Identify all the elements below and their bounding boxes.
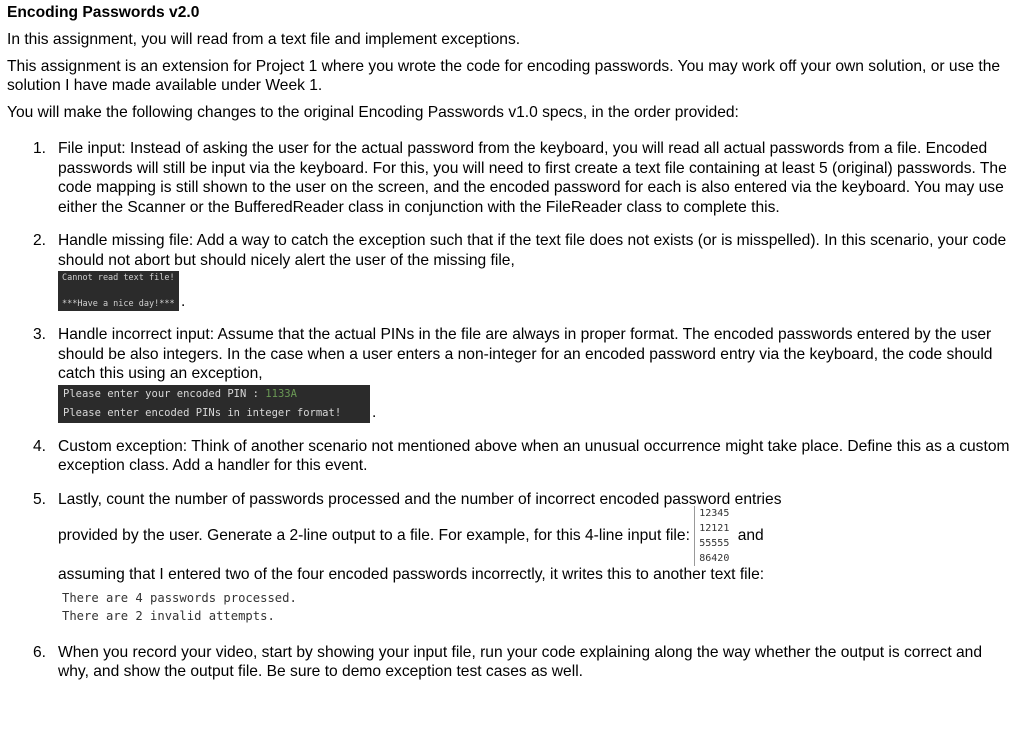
input-file-sample (694, 506, 733, 566)
item-number: 5. (33, 490, 47, 508)
output-file-line: There are 4 passwords processed. (62, 590, 297, 605)
console-input: 1133A (265, 387, 297, 400)
requirements-list (7, 139, 1012, 682)
output-file-sample (58, 589, 1012, 625)
item-text: and (737, 527, 764, 545)
item-number: 1. (33, 140, 47, 157)
console-line (62, 284, 175, 295)
item-text: assuming that I entered two of the four encoded passwords incorrectly, it writes this to another text file: (58, 566, 765, 583)
item-text: When you record your video, start by showing your input file, run your code explaining along the way whether the output is correct and why, and show the output file. Be sure to demo exception test cases as well. (58, 643, 983, 680)
console-screenshot-bad-input: Please enter your encoded PIN : 1133A Please enter encoded PINs in integer format! . (58, 385, 1012, 423)
console-prompt: Please enter your encoded PIN : (63, 387, 266, 400)
item-text: Handle incorrect input: Assume that the actual PINs in the file are always in proper format. The encoded passwords entered by the user should be also integers. In the case when a user enters a non-integer for an encoded password entry via the keyboard, the code should catch this using an exception, (58, 326, 993, 382)
console-screenshot-missing-file: Cannot read text file! ***Have a nice day!*** . (58, 271, 1012, 311)
item-number: 2. (33, 232, 47, 249)
item-text: File input: Instead of asking the user for the actual password from the keyboard, you will read all actual passwords from a file. Encoded passwords will still be input via the keyboard. For this, you will need to first create a text file containing at least 5 (original) passwords. The code mapping is still shown to the user on the screen, and the encoded password for each is also entered via the keyboard. You may use either the Scanner or the BufferedReader class in conjunction with the FileReader class to complete this. (58, 140, 1007, 216)
console-error: Please enter encoded PINs in integer format! (63, 406, 342, 419)
list-item (7, 490, 1012, 625)
intro-paragraph-1: In this assignment, you will read from a text file and implement exceptions. (7, 31, 521, 48)
item-text: Custom exception: Think of another scenario not mentioned above when an unusual occurrence might take place. Define this as a custom exception class. Add a handler for this event. (58, 437, 1010, 474)
list-item (7, 437, 1012, 476)
item-number: 3. (33, 326, 47, 343)
item-text: provided by the user. Generate a 2-line output to a file. For example, for this 4-line input file: (58, 527, 690, 545)
input-file-line: 86420 (699, 553, 730, 564)
intro-paragraph-2: This assignment is an extension for Project 1 where you wrote the code for encoding passwords. You may work off your own solution, or use the solution I have made available under Week 1. (7, 57, 1001, 94)
list-item (7, 325, 1012, 423)
item-number: 6. (33, 643, 47, 661)
output-file-line: There are 2 invalid attempts. (62, 608, 275, 623)
assignment-document (7, 3, 1012, 696)
item-number: 4. (33, 437, 47, 455)
page-title: Encoding Passwords v2.0 (7, 4, 200, 21)
item-text: Handle missing file: Add a way to catch the exception such that if the text file does not exists (or is misspelled). In this scenario, your code should not abort but should nicely alert the user of the missing file, (58, 232, 1007, 269)
list-item (7, 643, 1012, 682)
console-line: Cannot read text file! (62, 273, 175, 283)
input-file-line: 12121 (699, 523, 730, 534)
list-item (7, 231, 1012, 311)
list-item (7, 139, 1012, 217)
item-text: Lastly, count the number of passwords processed and the number of incorrect encoded password entries (58, 490, 782, 508)
console-line: ***Have a nice day!*** (62, 299, 175, 309)
input-file-line: 55555 (699, 538, 730, 549)
intro-paragraph-3: You will make the following changes to the original Encoding Passwords v1.0 specs, in the order provided: (7, 103, 739, 121)
input-file-line: 12345 (699, 508, 730, 519)
